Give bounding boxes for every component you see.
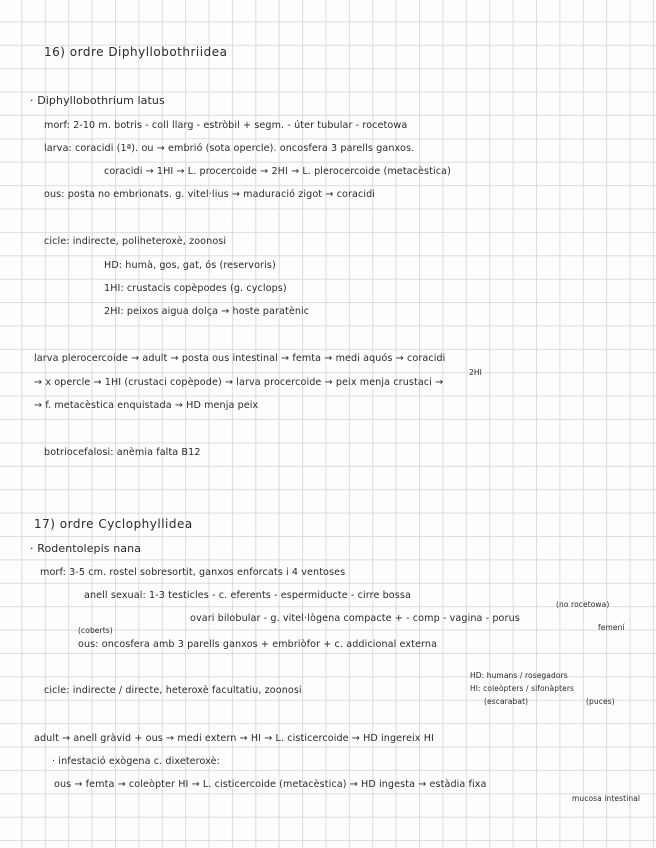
- diph-larva-2: coracidi → 1HI → L. procercoide → 2HI → L. plerocercoide (metacèstica): [104, 166, 451, 177]
- hym-hosts-hd: HD: humans / rosegadors: [470, 671, 568, 680]
- hym-note-coberts: (coberts): [78, 626, 113, 635]
- hym-cycle: cicle: indirecte / directe, heteroxè facultatiu, zoonosi: [44, 685, 302, 696]
- species-rodentolepis: · Rodentolepis nana: [30, 542, 142, 555]
- hym-note-femeni: femení: [598, 623, 625, 632]
- hym-eggs: ous: oncosfera amb 3 parells ganxos + embriòfor + c. addicional externa: [78, 639, 438, 650]
- diph-cycle-flow-1: larva plerocercoide → adult → posta ous intestinal → femta → medi aquós → coracidi: [34, 353, 446, 364]
- hym-sexual-ring: anell sexual: 1-3 testicles - c. eferents - espermiducte - cirre bossa: [84, 590, 411, 601]
- order-17-heading: 17) ordre Cyclophyllidea: [34, 517, 193, 531]
- species-diphyllobothrium: · Diphyllobothrium latus: [30, 94, 165, 107]
- order-16-heading: 16) ordre Diphyllobothriidea: [44, 45, 228, 59]
- hym-morphology: morf: 3-5 cm. rostel sobresortit, ganxos enforcats i 4 ventoses: [40, 567, 346, 578]
- diph-morphology: morf: 2-10 m. botris - coll llarg - estròbil + segm. - úter tubular - rocetowa: [44, 120, 408, 131]
- diph-second-intermediate-host: 2HI: peixos aigua dolça → hoste paratènic: [104, 306, 310, 317]
- diph-larva-1: larva: coracidi (1ª). ou → embrió (sota opercle). oncosfera 3 parells ganxos.: [44, 143, 415, 154]
- diph-definitive-host: HD: humà, gos, gat, ós (reservoris): [104, 260, 276, 271]
- diph-eggs: ous: posta no embrionats. g. vitel·lius → maduració zigot → coracidi: [44, 189, 376, 200]
- hym-note-no-rocetowa: (no rocetowa): [556, 600, 610, 609]
- diph-cycle-flow-3: → f. metacèstica enquistada → HD menja peix: [34, 400, 259, 411]
- diph-cycle: cicle: indirecte, poliheteroxè, zoonosi: [44, 236, 227, 247]
- diph-first-intermediate-host: 1HI: crustacis copèpodes (g. cyclops): [104, 283, 287, 294]
- hym-note-mucosa: mucosa intestinal: [572, 794, 641, 803]
- hym-note-escarabat: (escarabat): [484, 697, 529, 706]
- diph-disease: botriocefalosi: anèmia falta B12: [44, 447, 201, 458]
- diph-cycle-flow-label: 2HI: [469, 368, 482, 377]
- hym-infestation: · infestació exògena c. dixeteroxè:: [52, 756, 221, 767]
- diph-cycle-flow-2: → x opercle → 1HI (crustaci copèpode) → larva procercoide → peix menja crustaci →: [34, 377, 444, 388]
- hym-note-puces: (puces): [586, 697, 615, 706]
- hym-hosts-hi: HI: coleòpters / sifonàpters: [470, 684, 575, 693]
- hym-cycle-flow-1: adult → anell gràvid + ous → medi extern → HI → L. cisticercoide → HD ingereix HI: [34, 733, 434, 744]
- hym-ovary: ovari bilobular - g. vitel·lògena compacte + - comp - vagina - porus: [190, 613, 520, 624]
- hym-cycle-flow-2: ous → femta → coleòpter HI → L. cisticercoide (metacèstica) → HD ingesta → estàdia fixa: [54, 779, 487, 790]
